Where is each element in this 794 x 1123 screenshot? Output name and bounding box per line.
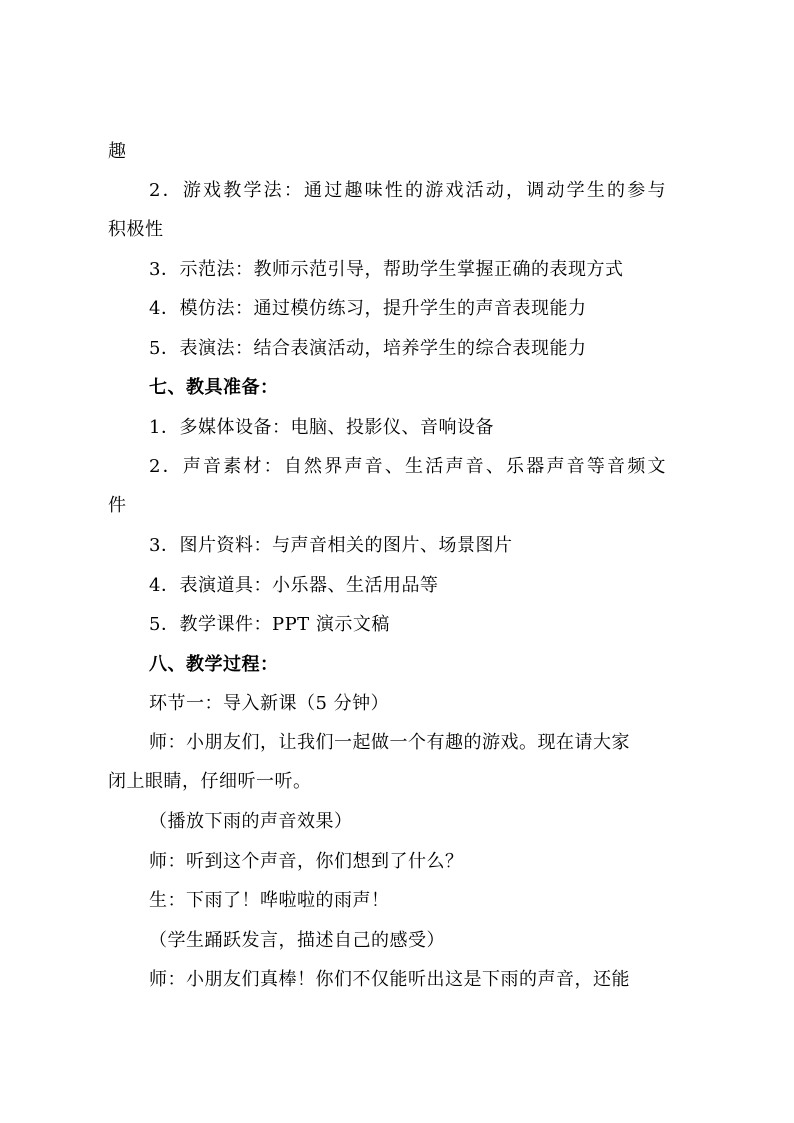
text-line-18: （播放下雨的声音效果） — [149, 811, 353, 832]
text-line-15: 环节一：导入新课（5 分钟） — [149, 693, 390, 714]
text-line-20: 生：下雨了！哗啦啦的雨声！ — [149, 890, 390, 911]
text-line-13: 5．教学课件：PPT 演示文稿 — [149, 614, 390, 635]
text-line-11: 3．图片资料：与声音相关的图片、场景图片 — [149, 535, 513, 556]
text-line-3: 积极性 — [108, 219, 164, 240]
section-heading-8: 八、教学过程： — [149, 654, 279, 675]
text-line-21: （学生踊跃发言，描述自己的感受） — [149, 930, 445, 951]
text-line-9: 2．声音素材：自然界声音、生活声音、乐器声音等音频文 — [149, 456, 668, 477]
text-line-2: 2．游戏教学法：通过趣味性的游戏活动，调动学生的参与 — [149, 180, 668, 201]
text-line-22: 师：小朋友们真棒！你们不仅能听出这是下雨的声音，还能 — [149, 969, 630, 990]
text-line-6: 5．表演法：结合表演活动，培养学生的综合表现能力 — [149, 338, 587, 359]
text-line-10: 件 — [108, 495, 127, 516]
text-line-5: 4．模仿法：通过模仿练习，提升学生的声音表现能力 — [149, 298, 587, 319]
section-heading-7: 七、教具准备： — [149, 377, 279, 398]
text-line-19: 师：听到这个声音，你们想到了什么？ — [149, 851, 464, 872]
text-line-4: 3．示范法：教师示范引导，帮助学生掌握正确的表现方式 — [149, 259, 624, 280]
text-line-17: 闭上眼睛，仔细听一听。 — [108, 771, 312, 792]
text-line-8: 1．多媒体设备：电脑、投影仪、音响设备 — [149, 417, 494, 438]
text-line-16: 师：小朋友们，让我们一起做一个有趣的游戏。现在请大家 — [149, 732, 630, 753]
text-line-1: 趣 — [108, 141, 127, 162]
text-line-12: 4．表演道具：小乐器、生活用品等 — [149, 575, 439, 596]
